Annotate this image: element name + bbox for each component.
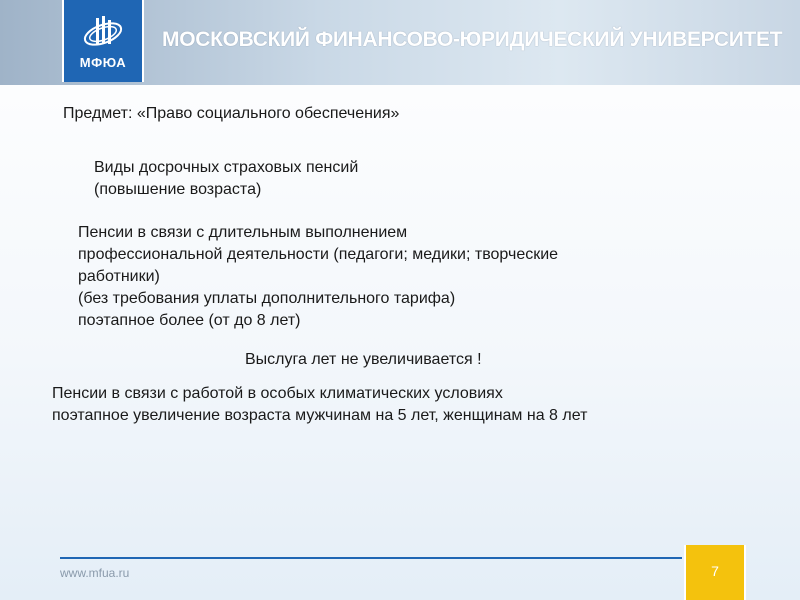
text-line: (повышение возраста) bbox=[94, 181, 262, 198]
text-line: поэтапное более (от до 8 лет) bbox=[78, 312, 301, 329]
footer-url: www.mfua.ru bbox=[60, 566, 130, 580]
text-line: (без требования уплаты дополнительного тарифа) bbox=[78, 290, 456, 307]
logo bbox=[62, 0, 144, 82]
university-title: МОСКОВСКИЙ ФИНАНСОВО-ЮРИДИЧЕСКИЙ УНИВЕРСИТЕТ bbox=[162, 28, 783, 51]
header-bar bbox=[0, 0, 800, 85]
footer-divider bbox=[60, 557, 682, 559]
text-line: работники) bbox=[78, 268, 160, 285]
professional-pensions-block bbox=[78, 222, 558, 332]
text-line: Пенсии в связи с длительным выполнением bbox=[78, 224, 408, 241]
logo-text: МФЮА bbox=[79, 55, 127, 70]
text-line: Виды досрочных страховых пенсий bbox=[94, 159, 359, 176]
page-number-box bbox=[684, 545, 746, 600]
early-pensions-block bbox=[94, 157, 358, 201]
subject-title: Предмет: «Право социального обеспечения» bbox=[63, 105, 400, 122]
page-number: 7 bbox=[711, 563, 719, 579]
logo-emblem-icon bbox=[81, 12, 125, 52]
climatic-pensions-block bbox=[52, 383, 587, 427]
text-line: Пенсии в связи с работой в особых климатических условиях bbox=[52, 385, 503, 402]
seniority-note: Выслуга лет не увеличивается ! bbox=[245, 351, 482, 368]
text-line: профессиональной деятельности (педагоги; медики; творческие bbox=[78, 246, 559, 263]
text-line: поэтапное увеличение возраста мужчинам на 5 лет, женщинам на 8 лет bbox=[52, 407, 588, 424]
